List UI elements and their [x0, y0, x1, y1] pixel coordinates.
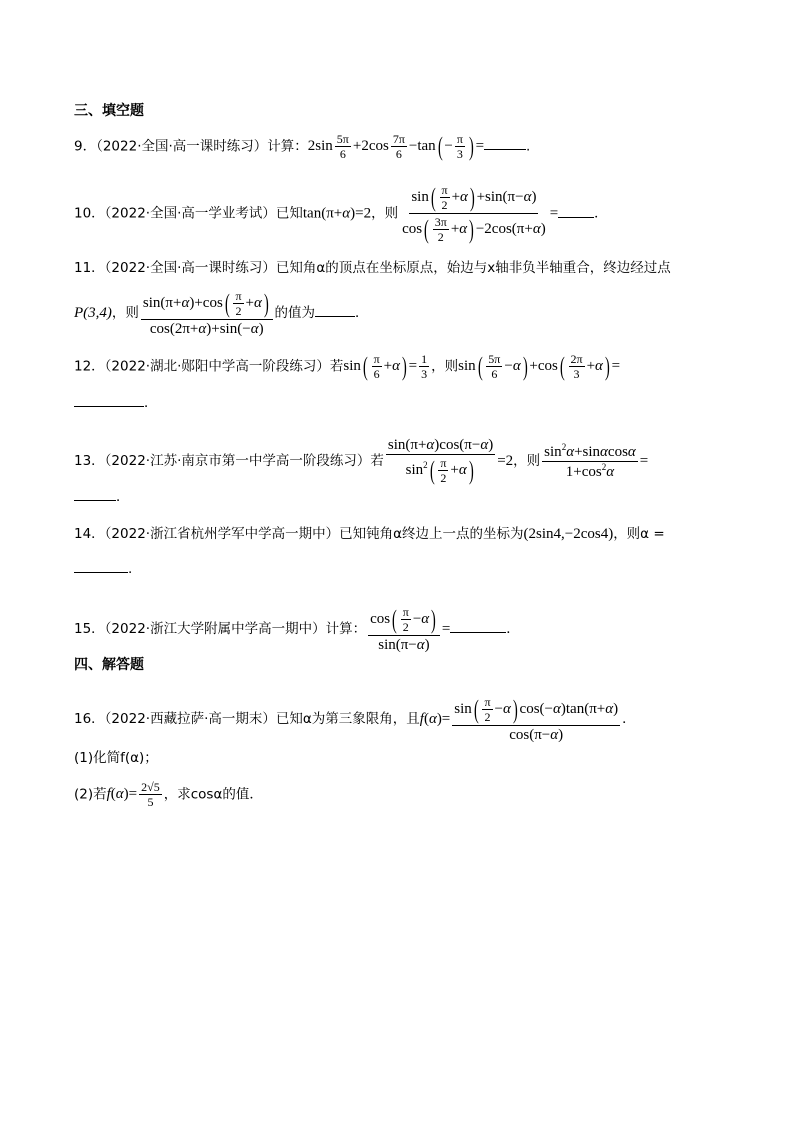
question-14-answer: .	[74, 558, 132, 579]
question-11-line2: P(3,4)，则 sin(π+α)+cos( $\frac{\pi}{2}$ +α) cos(2π+α)+sin(−α) 的值为 ．	[74, 288, 369, 338]
q15-blank	[450, 618, 506, 633]
question-15: 15．（2022·浙江大学附属中学高一期中）计算： cos( $\frac{\pi}{2}$ −α) sin(π−α) = ．	[74, 604, 520, 654]
q16-prefix: 16．（2022·西藏拉萨·高一期末）已知α为第三象限角，且	[74, 711, 420, 728]
q13-target-fraction: $\frac{\sin^2\alpha+\sin\alpha\cos\alpha}{1+\cos^2\alpha}$	[544, 441, 636, 480]
q11-fraction: sin(π+α)+cos( $\frac{\pi}{2}$ +α) cos(2π+α)+sin(−α)	[141, 288, 273, 338]
question-14	[74, 524, 665, 544]
q13-condition-fraction: sin(π+α)cos(π−α) $\sin^2$( $\frac{\pi}{2}$ +α)	[387, 437, 494, 486]
q11-point: P(3,4)	[74, 305, 112, 322]
question-12: 12．（2022·湖北·郧阳中学高一阶段练习）若sin( $\frac{\pi}{6}$ +α) = $\frac{1}{3}$ ，则sin( $\frac{5\pi}{6}$ −α) +cos( $\frac{2\pi}{3}$ +α) =	[74, 351, 621, 382]
q12-mid: ，则	[431, 358, 459, 375]
question-16-part1: (1)化简f(α)；	[74, 750, 158, 766]
section-fill-title: 三、填空题	[74, 103, 144, 119]
q10-blank	[558, 203, 594, 218]
question-16: 16．（2022·西藏拉萨·高一期末）已知α为第三象限角，且f(α)= sin( $\frac{\pi}{2}$ −α) cos(−α)tan(π+α) cos(π−α) ．	[74, 694, 636, 744]
question-13: 13．（2022·江苏·南京市第一中学高一阶段练习）若 sin(π+α)cos(π−α) $\sin^2$( $\frac{\pi}{2}$ +α) =2，则 $\frac{\sin^2\alpha+\sin\alpha\cos\alpha}{1+\cos^2\alpha}$ =	[74, 437, 649, 486]
q11-mid: ，则	[111, 305, 139, 322]
q16-fraction: sin( $\frac{\pi}{2}$ −α) cos(−α)tan(π+α) cos(π−α)	[454, 694, 619, 744]
q12-blank	[74, 392, 144, 407]
q11-blank	[315, 302, 355, 317]
q13-prefix: 13．（2022·江苏·南京市第一中学高一阶段练习）若	[74, 453, 384, 470]
q13-mid: ，则	[513, 453, 541, 470]
question-11-line1: 11．（2022·全国·高一课时练习）已知角α的顶点在坐标原点，始边与x轴非负半轴重合，终边经过点	[74, 260, 671, 276]
q10-mid: ，则	[371, 205, 399, 222]
q9-formula: 2sin $\frac{5\pi}{6}$ +2cos $\frac{7\pi}{6}$ −tan( − $\frac{\pi}{3}$ ) =	[307, 131, 485, 162]
q16-part2-a: (2)若	[74, 786, 107, 803]
q14-prefix: 14．（2022·浙江省杭州学军中学高一期中）已知钝角α终边上一点的坐标为	[74, 526, 524, 542]
q12-prefix: 12．（2022·湖北·郧阳中学高一阶段练习）若	[74, 358, 344, 375]
question-13-answer: ．	[74, 486, 130, 507]
q12-formula: sin( $\frac{5\pi}{6}$ −α) +cos( $\frac{2\pi}{3}$ +α) =	[458, 351, 621, 382]
q15-prefix: 15．（2022·浙江大学附属中学高一期中）计算：	[74, 621, 367, 638]
q14-blank	[74, 558, 128, 573]
q15-fraction: cos( $\frac{\pi}{2}$ −α) sin(π−α)	[368, 604, 440, 654]
q9-blank	[484, 135, 526, 150]
q9-prefix: 9．（2022·全国·高一课时练习）计算：	[74, 138, 308, 155]
q13-blank	[74, 486, 116, 501]
q14-coord: (2sin4,−2cos4)	[523, 526, 614, 542]
question-16-part2: (2)若f(α)= $\frac{2√5}{5}$ ，求cosα的值．	[74, 780, 263, 810]
question-10: 10．（2022·全国·高一学业考试）已知tan(π+α)=2，则 sin( $\frac{\pi}{2}$ +α) +sin(π−α) cos( $\frac{3\pi}{2}$ +α) −2cos(π+α) = ．	[74, 182, 608, 245]
q11-tail: 的值为	[274, 305, 316, 322]
q14-tail: ，则α =	[613, 526, 665, 542]
question-9: 9．（2022·全国·高一课时练习）计算：2sin $\frac{5\pi}{6}$ +2cos $\frac{7\pi}{6}$ −tan( − $\frac{\pi}{3}$ ) = .	[74, 131, 531, 162]
q10-fraction: sin( $\frac{\pi}{2}$ +α) +sin(π−α) cos( $\frac{3\pi}{2}$ +α) −2cos(π+α)	[402, 182, 546, 245]
q16-part2-b: ，求cosα的值．	[163, 786, 263, 803]
question-12-answer: ．	[74, 392, 158, 413]
section-answer-title: 四、解答题	[74, 657, 144, 673]
q10-prefix: 10．（2022·全国·高一学业考试）已知	[74, 205, 303, 222]
